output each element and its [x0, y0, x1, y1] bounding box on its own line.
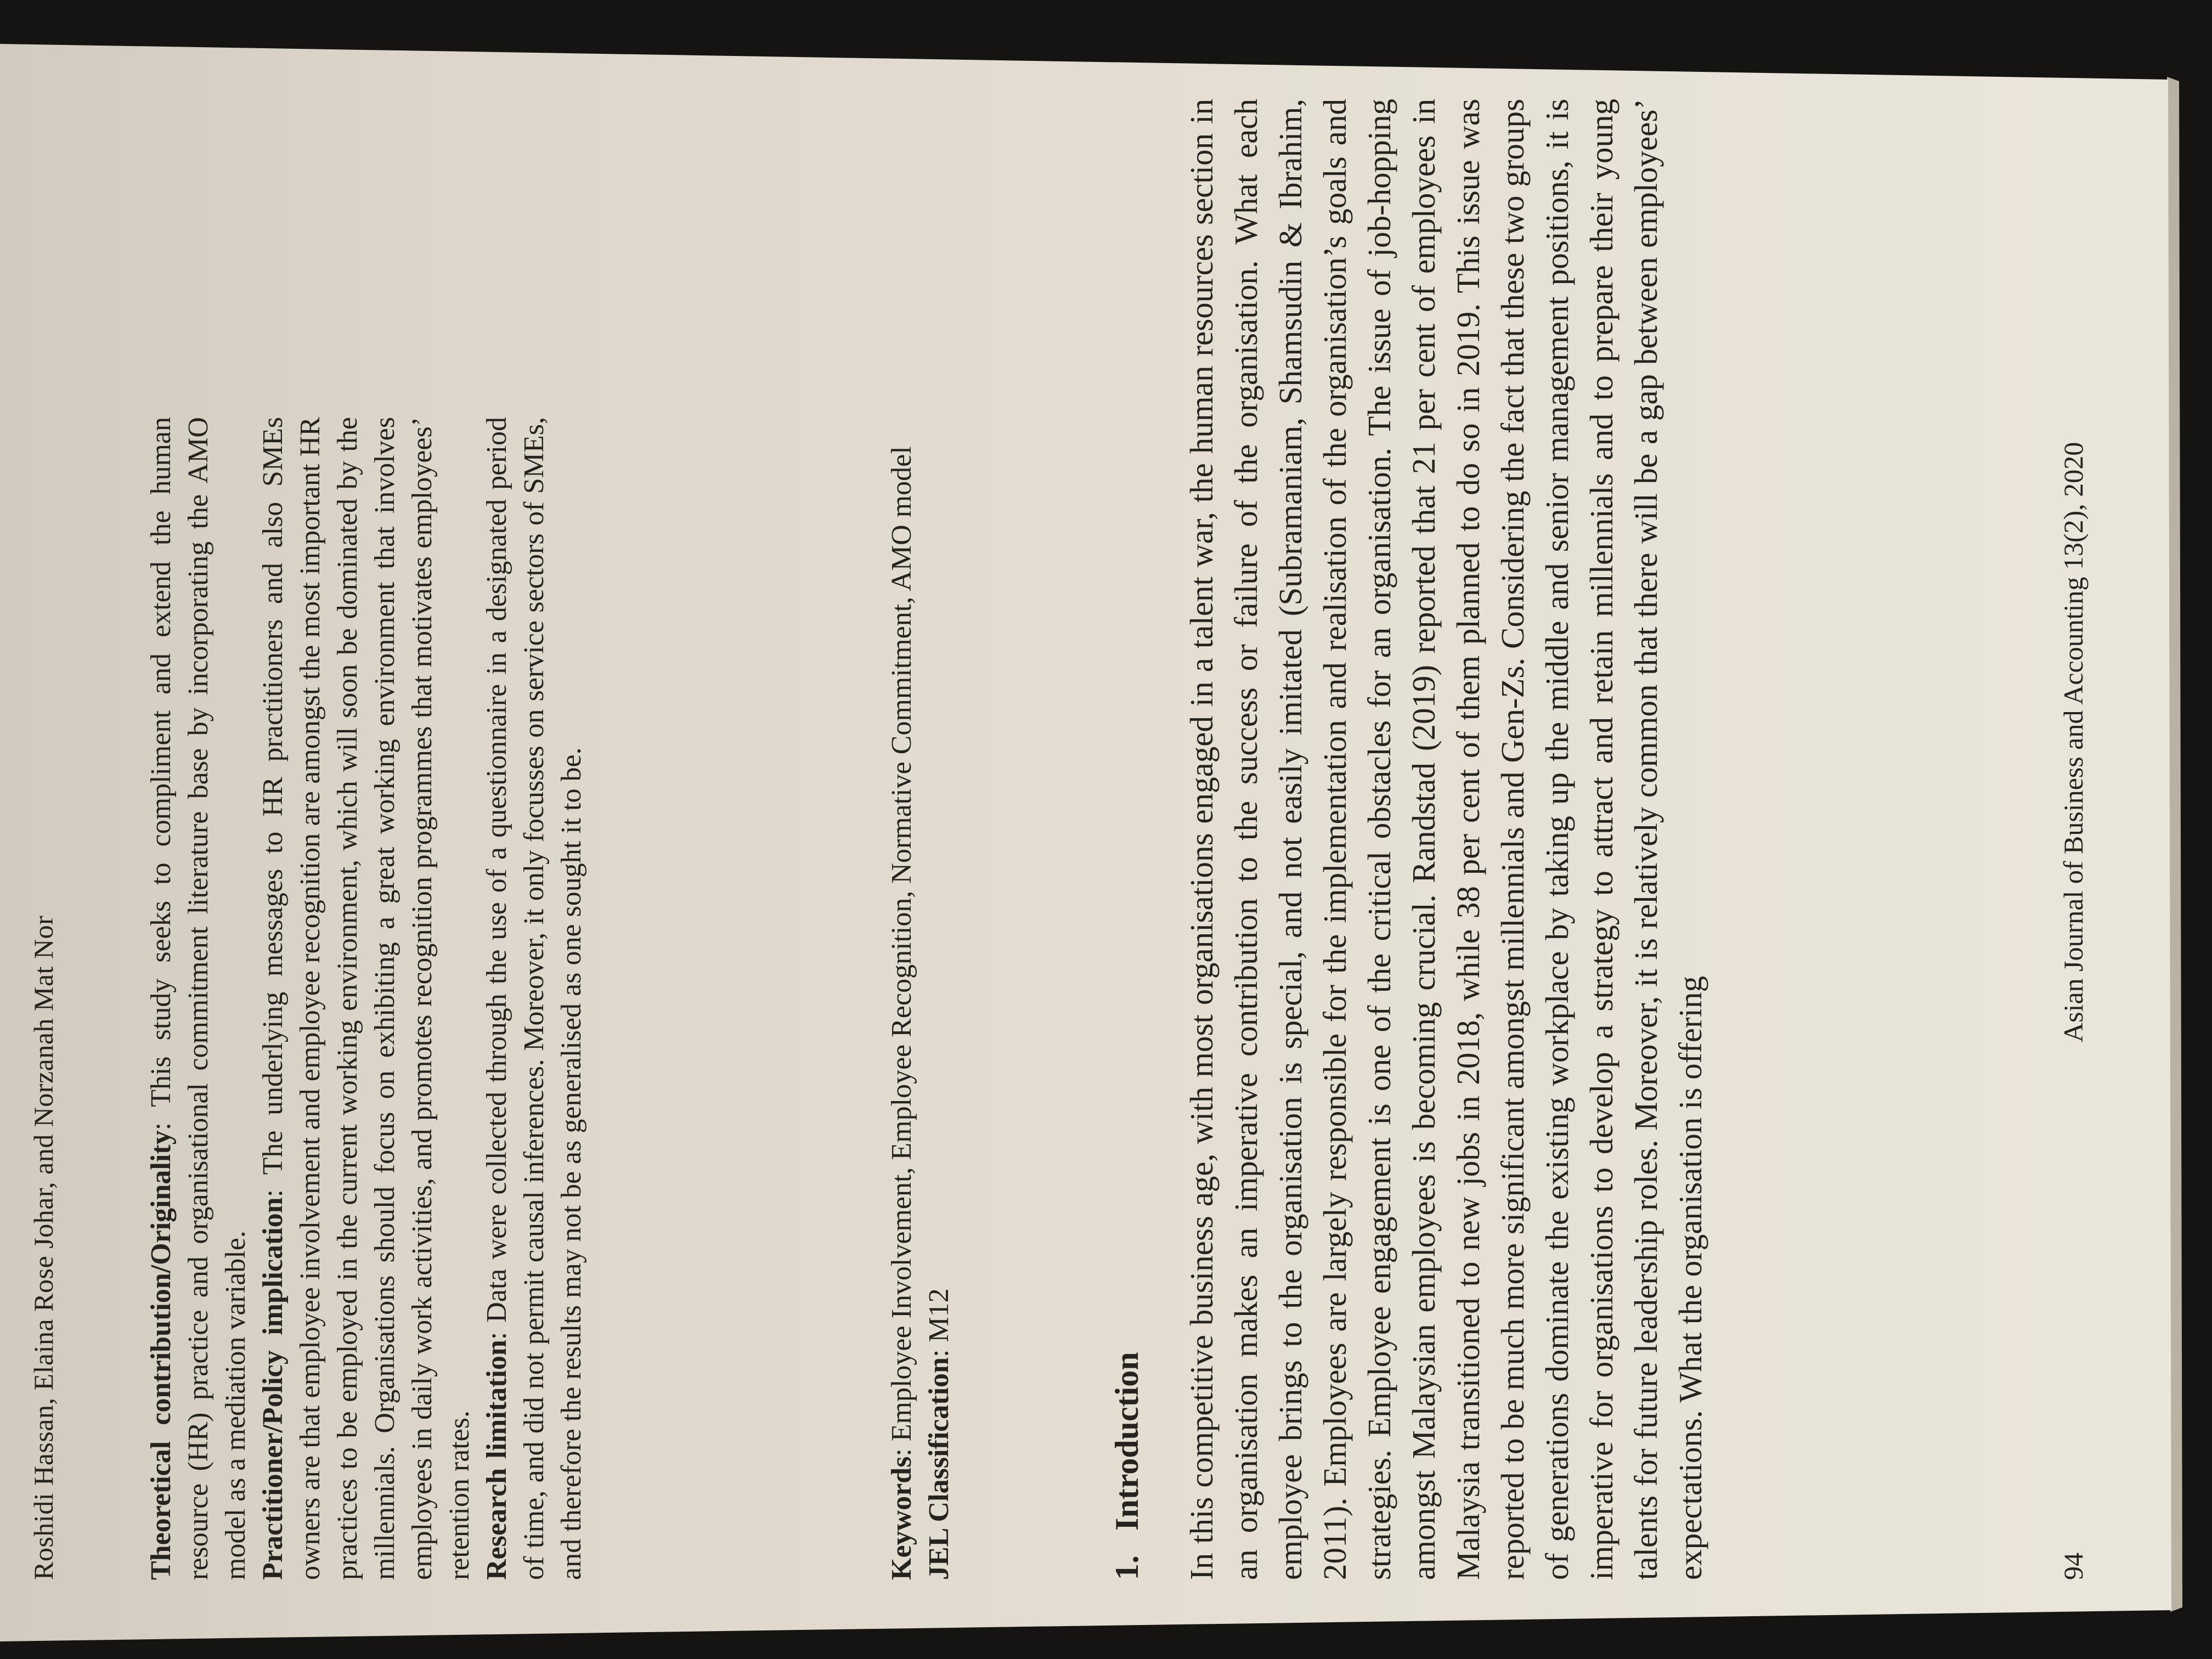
- jel-classification: [921, 417, 958, 1580]
- journal-citation: Asian Journal of Business and Accounting 13(2), 2020: [2058, 442, 2089, 1042]
- abstract-theoretical: [143, 417, 255, 1580]
- keywords-label: Keywords: [886, 1456, 917, 1580]
- page-text-block: [27, 44, 2145, 1646]
- page-number: 94: [2058, 1553, 2089, 1580]
- abstract-practitioner-label: Practitioner/Policy implication: [257, 1197, 289, 1580]
- abstract-theoretical-label: Theoretical contribution/Originality: [145, 1130, 177, 1580]
- running-head: Roshidi Hassan, Elaina Rose Johar, and Norzanah Mat Nor: [28, 915, 59, 1580]
- keywords: [883, 417, 921, 1580]
- abstract-practitioner-text: : The underlying messages to HR practitioners and also SMEs owners are that employee involvement and employee recognition are amongst the most important HR practices to be employed in the current working environment, which will soon be dominated by the millennials. Organisations should focus on exhibiting a great working environment that involves employees in daily work activities, and promotes recognition programmes that motivates employees’ retention rates.: [257, 417, 475, 1580]
- introduction-body: [1180, 99, 1713, 1580]
- keywords-block: [883, 417, 958, 1580]
- jel-text: : M12: [923, 1288, 955, 1358]
- abstract: [143, 417, 590, 1580]
- keywords-text: : Employee Involvement, Employee Recognition, Normative Commitment, AMO model: [886, 446, 917, 1457]
- section-heading: [1108, 1352, 1146, 1580]
- abstract-limitation: [478, 417, 590, 1580]
- section-number: 1.: [1109, 1555, 1145, 1580]
- abstract-limitation-text: : Data were collected through the use of a questionnaire in a designated period of time, and did not permit causal inferences. Moreover, it only focusses on service sectors of SMEs, and therefore the results may not be as generalised as one sought it to be.: [481, 416, 587, 1580]
- abstract-theoretical-text: : This study seeks to compliment and extend the human resource (HR) practice and organisational commitment literature base by incorporating the AMO model as a mediation variable.: [145, 416, 251, 1580]
- abstract-practitioner: [255, 417, 478, 1580]
- abstract-limitation-label: Research limitation: [481, 1340, 512, 1580]
- section-title: Introduction: [1109, 1352, 1145, 1531]
- introduction-paragraph: In this competitive business age, with most organisations engaged in a talent war, the human resources section in an organisation makes an imperative contribution to the success or failure of the organisation. What each employee brings to the organisation is special, and not easily imitated (Subramaniam, Shamsudin & Ibrahim, 2011). Employees are largely responsible for the implementation and realisation of the organisation’s goals and strategies. Employee engagement is one of the critical obstacles for an organisation. The issue of job-hopping amongst Malaysian employees is becoming crucial. Randstad (2019) reported that 21 per cent of employees in Malaysia transitioned to new jobs in 2018, while 38 per cent of them planned to do so in 2019. This issue was reported to be much more significant amongst millennials and Gen-Zs. Considering the fact that these two groups of generations dominate the existing workplace by taking up the middle and senior management positions, it is imperative for organisations to develop a strategy to attract and retain millennials and to prepare their young talents for future leadership roles. Moreover, it is relatively common that there will be a gap between employees’ expectations. What the organisation is offering: [1183, 99, 1708, 1580]
- jel-label: JEL Classification: [923, 1357, 955, 1580]
